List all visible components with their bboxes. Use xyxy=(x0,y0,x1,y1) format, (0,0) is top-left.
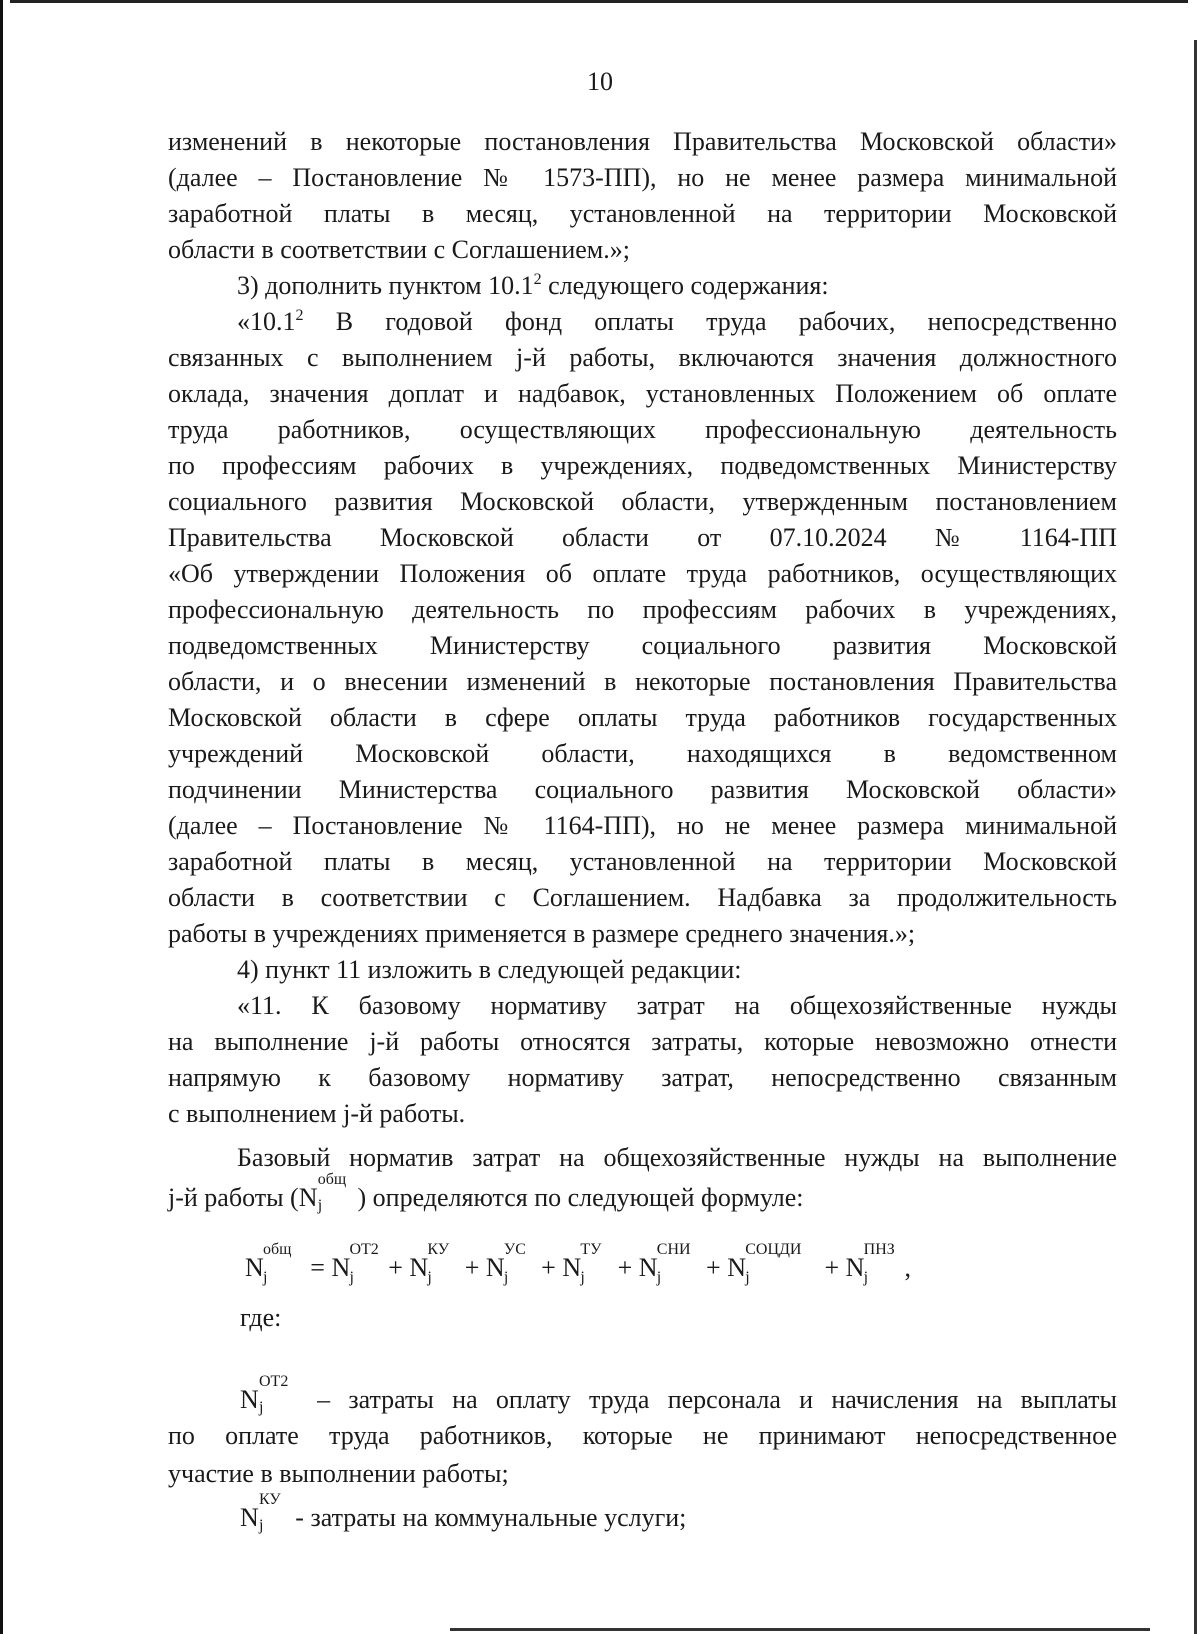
text-line: «11. К базовому нормативу затрат на общехозяйственные нужды xyxy=(237,991,1117,1020)
text-line: области в соответствии с Соглашением.»; xyxy=(168,235,630,264)
text-line: (далее – Постановление № 1573-ПП), но не менее размера минимальной xyxy=(168,163,1117,192)
text-line: Московской области в сфере оплаты труда работников государственных xyxy=(168,703,1117,732)
text-line: учреждений Московской области, находящихся в ведомственном xyxy=(168,739,1117,768)
text-line: заработной платы в месяц, установленной на территории Московской xyxy=(168,847,1117,876)
text-line: области в соответствии с Соглашением. Надбавка за продолжительность xyxy=(168,883,1117,912)
text-line: «Об утверждении Положения об оплате труда работников, осуществляющих xyxy=(168,559,1117,588)
formula-term-sotsdi: N СОЦДИ j xyxy=(727,1241,802,1286)
text-line xyxy=(168,1171,1117,1216)
text-fragment: «10.1 xyxy=(237,307,296,336)
n-obshch-symbol xyxy=(298,1171,358,1216)
text-line: 4) пункт 11 изложить в следующей редакции: xyxy=(237,955,742,984)
text-line xyxy=(240,1491,1189,1536)
plus-sign: + xyxy=(388,1253,403,1282)
text-line: профессиональную деятельность по профессиям рабочих в учреждениях, xyxy=(168,595,1117,624)
text-line: изменений в некоторые постановления Правительства Московской области» xyxy=(168,127,1117,156)
plus-sign: + xyxy=(464,1253,480,1282)
page-number: 10 xyxy=(587,67,613,96)
text-line: Базовый норматив затрат на общехозяйственные нужды на выполнение xyxy=(237,1143,1117,1172)
comma: , xyxy=(904,1253,911,1282)
text-line: заработной платы в месяц, установленной на территории Московской xyxy=(168,199,1117,228)
text-fragment: - затраты на коммунальные услуги; xyxy=(288,1503,687,1532)
text-line: труда работников, осуществляющих профессиональную деятельность xyxy=(168,415,1117,444)
plus-sign: + xyxy=(541,1253,556,1282)
formula-term-pnz: N ПНЗ j xyxy=(845,1241,895,1286)
text-fragment: – затраты на оплату труда персонала и начисления на выплаты xyxy=(298,1385,1117,1414)
formula-term-tu: N ТУ j xyxy=(562,1241,602,1286)
text-fragment: следующего содержания: xyxy=(541,271,829,300)
text-fragment: 3) дополнить пунктом 10.1 xyxy=(237,271,534,300)
text-line xyxy=(237,268,1117,304)
equals-sign: = xyxy=(310,1253,325,1282)
formula-term-obshch: N общ j xyxy=(245,1241,292,1286)
text-line xyxy=(237,304,1117,340)
scan-edge-bottom xyxy=(450,1628,1150,1631)
scan-edge-right xyxy=(1194,40,1197,1634)
formula-term-ot2: N ОТ2 j xyxy=(331,1241,379,1286)
n-ot2-symbol: N ОТ2 j xyxy=(240,1373,289,1416)
text-line: (далее – Постановление № 1164-ПП), но не менее размера минимальной xyxy=(168,811,1117,840)
text-line: связанных с выполнением j-й работы, включаются значения должностного xyxy=(168,343,1117,372)
formula xyxy=(245,1241,911,1286)
text-line: работы в учреждениях применяется в размере среднего значения.»; xyxy=(168,919,916,948)
text-line: с выполнением j-й работы. xyxy=(168,1099,466,1128)
text-line: напрямую к базовому нормативу затрат, непосредственно связанным xyxy=(168,1063,1117,1092)
formula-term-sni: N СНИ j xyxy=(638,1241,691,1286)
text-line: социального развития Московской области, утвержденным постановлением xyxy=(168,487,1117,516)
superscript-label: общ xyxy=(317,1171,347,1188)
text-line: Правительства Московской области от 07.10.2024 № 1164-ПП xyxy=(168,523,1117,552)
text-line xyxy=(240,1373,1117,1418)
text-line: участие в выполнении работы; xyxy=(168,1459,509,1488)
formula-term-us: N УС j xyxy=(485,1241,526,1286)
text-fragment: j-й работы ( xyxy=(168,1183,299,1212)
text-fragment: В годовой фонд оплаты труда рабочих, непосредственно xyxy=(303,307,1117,336)
superscript: 2 xyxy=(533,271,542,288)
plus-sign: + xyxy=(706,1253,721,1282)
text-line: подчинении Министерства социального развития Московской области» xyxy=(168,775,1117,804)
text-line: подведомственных Министерству социального развития Московской xyxy=(168,631,1117,660)
n-ku-symbol: N КУ j xyxy=(240,1491,281,1534)
scan-edge-left xyxy=(0,0,3,1634)
subscript-j: j xyxy=(317,1197,323,1214)
text-line: по профессиям рабочих в учреждениях, подведомственных Министерству xyxy=(168,451,1117,480)
text-line: на выполнение j-й работы относятся затраты, которые невозможно отнести xyxy=(168,1027,1117,1056)
text-line: где: xyxy=(240,1303,282,1332)
scan-edge-top xyxy=(10,0,1188,3)
n-letter: N xyxy=(298,1183,318,1212)
plus-sign: + xyxy=(617,1253,633,1282)
text-line: области, и о внесении изменений в некоторые постановления Правительства xyxy=(168,667,1117,696)
text-line: оклада, значения доплат и надбавок, установленных Положением об оплате xyxy=(168,379,1117,408)
superscript: 2 xyxy=(295,307,304,324)
formula-term-ku: N КУ j xyxy=(409,1241,450,1286)
text-fragment: ) определяются по следующей формуле: xyxy=(357,1183,804,1212)
plus-sign: + xyxy=(824,1253,840,1282)
text-line: по оплате труда работников, которые не принимают непосредственное xyxy=(168,1421,1117,1450)
